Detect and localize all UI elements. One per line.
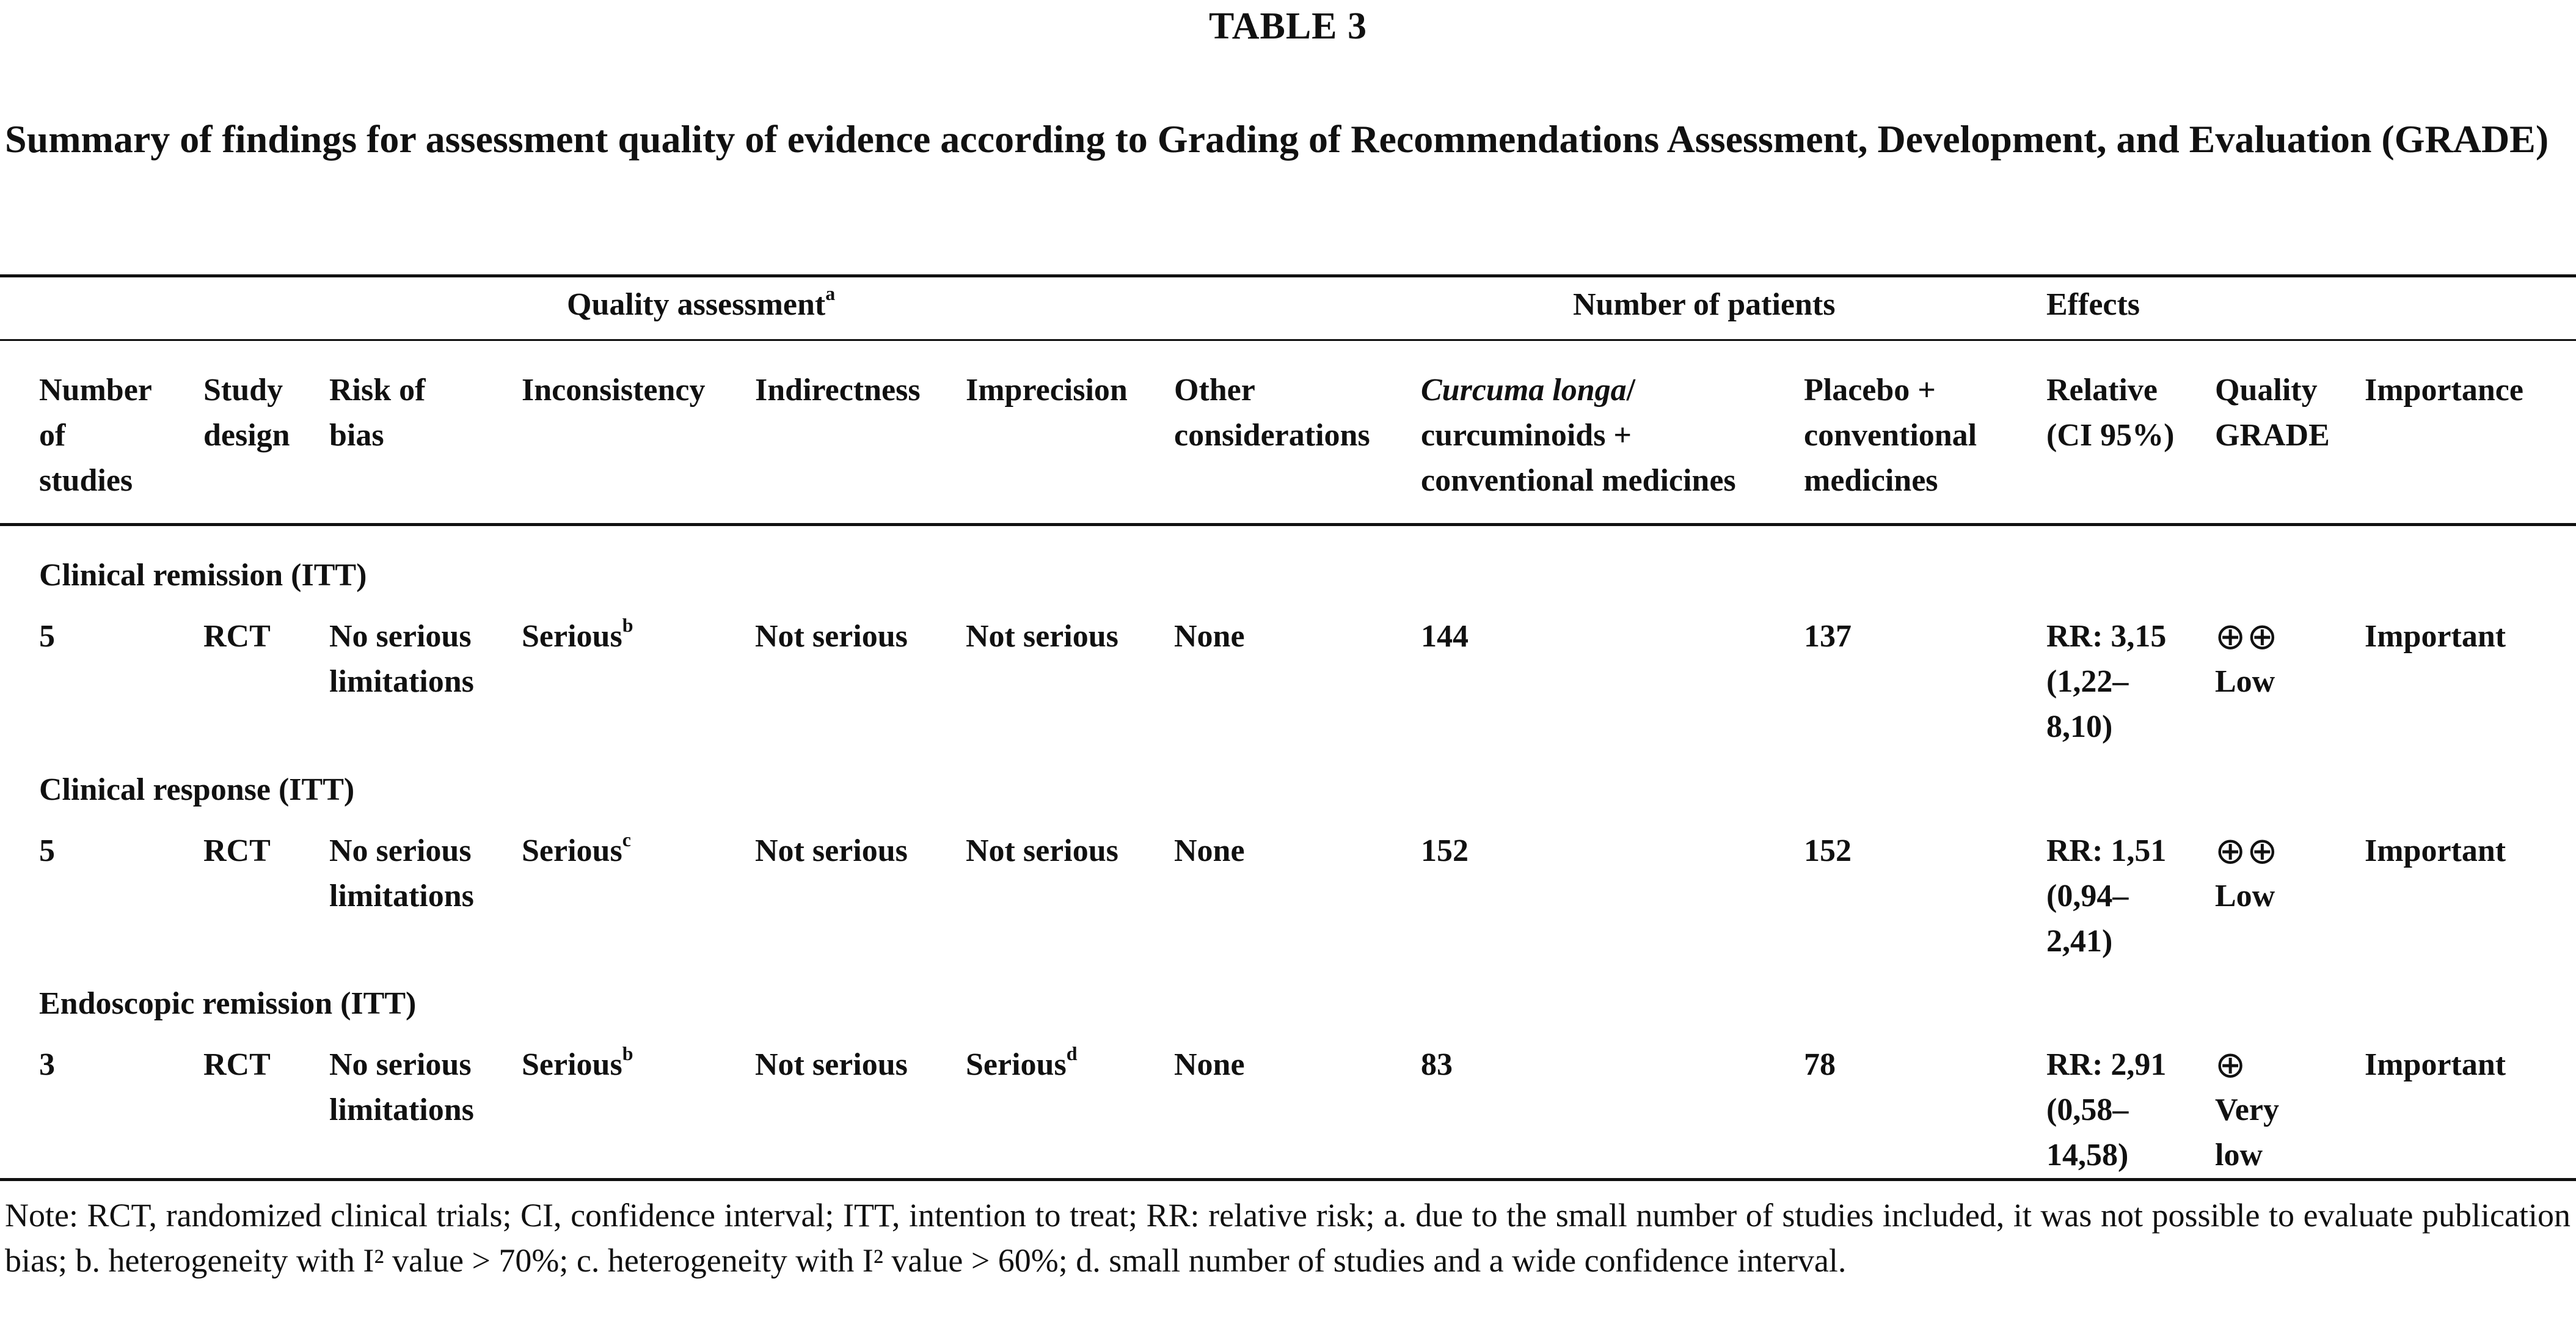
footnote-mark: b	[622, 613, 633, 636]
header-placebo: Placebo + conventional medicines	[1804, 373, 1977, 498]
table-note: Note: RCT, randomized clinical trials; CI, confidence interval; ITT, intention to treat; RR: relative risk; a. due to the small number of studies included, it was not possible to evaluate publication bias; b. heterogeneity with I² value > 70%; c. heterogeneity with I² value > 60%; d. small number of studies and a wide confidence interval.	[5, 1197, 2571, 1279]
grade-symbols: ⊕⊕	[2215, 830, 2279, 873]
table-caption: Summary of findings for assessment quality of evidence according to Grading of Recommendations Assessment, Development, and Evaluation (GRADE)	[5, 117, 2549, 161]
cell-placebo-count: 78	[1804, 1047, 1836, 1082]
cell-study-design: RCT	[203, 1047, 271, 1082]
header-inconsistency: Inconsistency	[522, 373, 706, 408]
cell-imprecision: Not serious	[966, 619, 1118, 654]
cell-importance: Important	[2365, 833, 2506, 868]
cell-number-of-studies: 3	[39, 1047, 55, 1082]
footnote-mark: a	[825, 282, 836, 304]
cell-quality-grade: ⊕⊕ Low	[2215, 830, 2279, 913]
cell-importance: Important	[2365, 1047, 2506, 1082]
cell-other-considerations: None	[1174, 619, 1245, 654]
header-rule	[0, 523, 2576, 526]
cell-placebo-count: 137	[1804, 619, 1852, 654]
cell-curcuma-count: 83	[1421, 1047, 1453, 1082]
cell-imprecision: Serious$^d$	[966, 1042, 1078, 1082]
cell-relative: RR: 2,91 (0,58– 14,58)	[2046, 1047, 2167, 1173]
cell-curcuma-count: 152	[1421, 833, 1469, 868]
table-label: TABLE 3	[1208, 5, 1368, 47]
cell-importance: Important	[2365, 619, 2506, 654]
cell-number-of-studies: 5	[39, 619, 55, 654]
header-other-considerations: Other considerations	[1174, 373, 1370, 453]
cell-quality-grade: ⊕ Very low	[2215, 1044, 2279, 1173]
group-rule	[0, 339, 2576, 341]
header-relative: Relative (CI 95%)	[2046, 373, 2175, 453]
section-title-clinical-response: Clinical response (ITT)	[39, 772, 355, 807]
header-quality-grade: Quality GRADE	[2215, 373, 2330, 453]
header-risk-of-bias: Risk of bias	[329, 373, 426, 453]
cell-number-of-studies: 5	[39, 833, 55, 868]
cell-inconsistency: Serious$^c$	[522, 828, 631, 868]
cell-other-considerations: None	[1174, 1047, 1245, 1082]
group-header-quality-assessment: Quality assessment$^a$	[567, 282, 836, 322]
cell-relative: RR: 1,51 (0,94– 2,41)	[2046, 833, 2167, 959]
cell-indirectness: Not serious	[755, 833, 908, 868]
group-header-number-of-patients: Number of patients	[1573, 287, 1836, 322]
cell-curcuma-count: 144	[1421, 619, 1469, 654]
cell-other-considerations: None	[1174, 833, 1245, 868]
grade-symbols: ⊕⊕	[2215, 615, 2279, 658]
top-rule	[0, 274, 2576, 277]
cell-indirectness: Not serious	[755, 1047, 908, 1082]
header-importance: Importance	[2365, 373, 2523, 408]
section-title-clinical-remission: Clinical remission (ITT)	[39, 558, 367, 593]
footnote-mark: b	[622, 1042, 633, 1064]
cell-imprecision: Not serious	[966, 833, 1118, 868]
cell-risk-of-bias: No serious limitations	[329, 1047, 474, 1127]
section-title-endoscopic-remission: Endoscopic remission (ITT)	[39, 986, 417, 1021]
header-number-of-studies: Number of studies	[39, 373, 152, 498]
cell-placebo-count: 152	[1804, 833, 1852, 868]
cell-risk-of-bias: No serious limitations	[329, 619, 474, 699]
cell-relative: RR: 3,15 (1,22– 8,10)	[2046, 619, 2167, 744]
header-indirectness: Indirectness	[755, 373, 921, 408]
grade-symbols: ⊕	[2215, 1044, 2247, 1086]
header-curcuma: Curcuma longa/ curcuminoids + conventional medicines	[1421, 373, 1736, 498]
cell-indirectness: Not serious	[755, 619, 908, 654]
cell-study-design: RCT	[203, 833, 271, 868]
bottom-rule	[0, 1178, 2576, 1181]
footnote-mark: d	[1066, 1042, 1078, 1064]
cell-inconsistency: Serious$^b$	[522, 1042, 633, 1082]
header-imprecision: Imprecision	[966, 373, 1128, 408]
cell-quality-grade: ⊕⊕ Low	[2215, 615, 2279, 699]
cell-study-design: RCT	[203, 619, 271, 654]
footnote-mark: c	[622, 828, 631, 851]
cell-risk-of-bias: No serious limitations	[329, 833, 474, 913]
header-study-design: Study design	[203, 373, 290, 453]
group-header-effects: Effects	[2046, 287, 2140, 322]
cell-inconsistency: Serious$^b$	[522, 613, 633, 654]
